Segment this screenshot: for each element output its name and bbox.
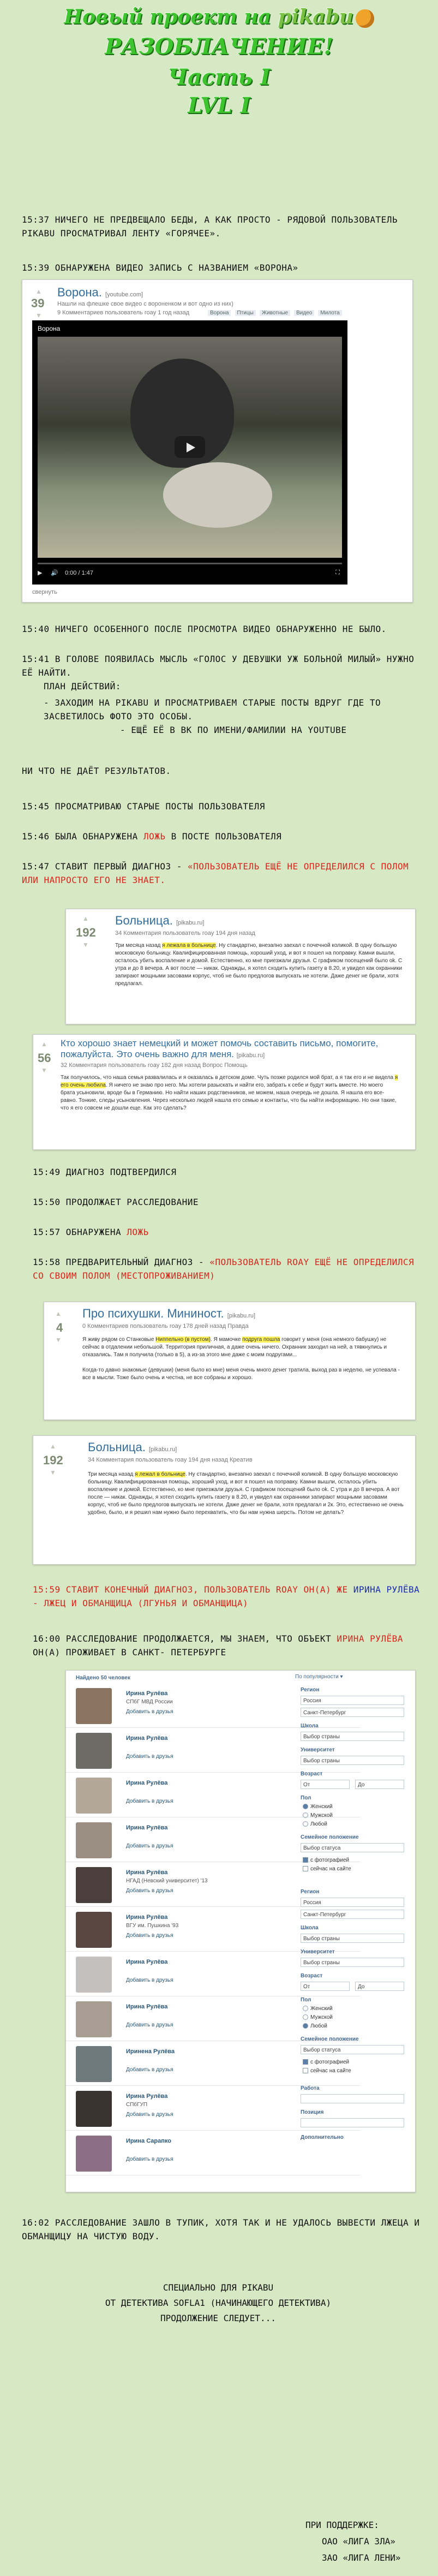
tag[interactable]: Видео (294, 310, 314, 316)
post-body (115, 942, 404, 988)
school-select[interactable]: Выбор страны (301, 1732, 404, 1741)
lie-word: ЛОЖЬ (143, 831, 166, 842)
story-plan-1: - ЗАХОДИМ НА PIKABU И ПРОСМАТРИВАЕМ СТАРЫЕ ПОСТЫ ВДРУГ ГДЕ ТО ЗАСВЕТИЛОСЬ ФОТО ЭТО ОСОБЫ. (44, 697, 381, 721)
sex-female-radio[interactable] (303, 2006, 333, 2012)
video-title: Ворона (38, 325, 61, 332)
collapse-link[interactable]: свернуть (32, 589, 57, 595)
post-domain: [pikabu.ru] (227, 1313, 256, 1319)
story-p7-a: 15:46 БЫЛА ОБНАРУЖЕНА (22, 831, 138, 842)
post-title-text[interactable]: Про психушки. Мининост. (82, 1307, 224, 1320)
story-p12 (33, 1255, 420, 1283)
radio-label: Любой (310, 2023, 327, 2029)
country-select[interactable]: Россия (301, 1696, 404, 1705)
upvote-icon[interactable]: ▲ (50, 1442, 56, 1450)
footer-author: ОТ ДЕТЕКТИВА SOFLA1 (НАЧИНАЮЩЕГО ДЕТЕКТИВА) (105, 2298, 332, 2308)
post-title-text[interactable]: Больница. (115, 914, 173, 927)
story-p6: 15:45 ПРОСМАТРИВАЮ СТАРЫЕ ПОСТЫ ПОЛЬЗОВАТЕЛЯ (22, 801, 265, 812)
story-p11 (33, 1225, 431, 1239)
sort-select[interactable] (295, 1674, 343, 1680)
post-body-text: говорит у меня (она немного бабушку) не сейчас в отдалении небольшой. Территория приличная, а даже очень ничего. Охранник заходил на ней, а тявкнулись и отказались. Там я получила (только в 5), а из-за этого мне даже с моим подругами... (82, 1337, 387, 1358)
work-label: Работа (301, 2085, 320, 2091)
post-title[interactable] (88, 1440, 177, 1454)
support-line-2: ЗАО «ЛИГА ЛЕНИ» (322, 2553, 401, 2563)
age-from-select[interactable]: От (301, 1982, 350, 1991)
highlighted-text: подруга пошла (242, 1337, 280, 1343)
header-line-1 (0, 5, 438, 28)
story-p7-c: В ПОСТЕ ПОЛЬЗОВАТЕЛЯ (171, 831, 282, 842)
radio-label: Женский (310, 2006, 333, 2012)
highlighted-text: я лежала в больнице (162, 943, 216, 949)
story-plan-title: ПЛАН ДЕЙСТВИЙ: (44, 681, 121, 691)
person-info: ВГУ им. Пушкина '93 (126, 1923, 179, 1929)
tag[interactable]: Ворона (208, 310, 231, 316)
radio-icon (303, 1812, 308, 1818)
sex-label: Пол (301, 1997, 311, 2003)
avatar[interactable] (76, 2001, 112, 2037)
post-meta: 34 Комментария пользователь roay 194 дня назад (115, 930, 255, 937)
tag[interactable]: Животные (260, 310, 290, 316)
sex-any-radio[interactable] (303, 1821, 327, 1827)
online-checkbox[interactable] (303, 1866, 351, 1872)
person-name[interactable]: Ирина Рулёва (126, 1869, 168, 1876)
university-select[interactable]: Выбор страны (301, 1756, 404, 1765)
tag[interactable]: Милота (318, 310, 341, 316)
story-p7 (22, 830, 420, 843)
highlighted-text: я лежал в больнице (135, 1471, 185, 1477)
support-title: ПРИ ПОДДЕРЖКЕ: (305, 2520, 379, 2530)
video-player[interactable] (32, 320, 347, 585)
university-select[interactable]: Выбор страны (301, 1958, 404, 1967)
avatar[interactable] (76, 1778, 112, 1814)
downvote-icon[interactable]: ▼ (55, 1336, 62, 1344)
story-p8-a: 15:47 СТАВИТ ПЕРВЫЙ ДИАГНОЗ - (22, 861, 182, 872)
fullscreen-icon[interactable]: ⛶ (335, 569, 340, 576)
highlighted-text: я его очень любила (61, 1075, 398, 1088)
downvote-icon[interactable]: ▼ (82, 941, 89, 949)
age-to-select[interactable]: До (355, 1982, 404, 1991)
story-p10: 15:50 ПРОДОЛЖАЕТ РАССЛЕДОВАНИЕ (33, 1197, 199, 1207)
checkbox-checked-icon (303, 1857, 308, 1863)
avatar[interactable] (76, 1688, 112, 1724)
avatar[interactable] (76, 1822, 112, 1858)
downvote-icon[interactable]: ▼ (50, 1469, 56, 1476)
person-name[interactable]: Ирина Рулёва (126, 1824, 168, 1831)
position-input[interactable] (301, 2118, 404, 2127)
school-select[interactable]: Выбор страны (301, 1934, 404, 1943)
avatar[interactable] (76, 1912, 112, 1948)
sex-male-radio[interactable] (303, 1812, 333, 1818)
post-meta: 34 Комментария пользователь roay 194 дня назад Креатив (88, 1457, 253, 1463)
person-name[interactable]: Ирина Рулёва (126, 1690, 168, 1697)
post-psych-card (44, 1302, 416, 1420)
radio-label: Женский (310, 1804, 333, 1810)
country-select[interactable]: Россия (301, 1898, 404, 1907)
story-p13-a: 15:59 СТАВИТ КОНЕЧНЫЙ ДИАГНОЗ, ПОЛЬЗОВАТЕЛЬ ROAY ОН(А) ЖЕ (33, 1584, 348, 1595)
person-name[interactable]: Ирина Рулёва (126, 1914, 168, 1921)
post-domain: [pikabu.ru] (176, 920, 205, 926)
work-input[interactable] (301, 2094, 404, 2103)
post-body-text: . Ну стандартно, внезапно заехал с почечной коликой. В одну большую московскую больницу. Квалифицированная помощь, хороший уход, и вот я пошел на поправку. Камни вышли, осталось убить воспаление и домой. Естественно, ко мне приезжали друзья. С графиком посещений было ok. С утра и до 8 вечера. А вот после — никак. Однажды, я хотел сходить купить газету в 8.20, и увидел как охранники запирают мощными засовами корпус, чтоб не было предлогов выпускать не хотели. Даже денег не брали, хотя предлагал. (115, 943, 403, 987)
radio-checked-icon (303, 1804, 308, 1809)
vk-search-panel (65, 1670, 416, 2192)
post-body-text: Так получилось, что наша семья развалилась и я оказалась в детском доме. Чуть позже родился мой брат, а я так его и не видела (61, 1075, 394, 1081)
checkbox-label: сейчас на сайте (310, 2068, 351, 2074)
checkbox-icon (303, 1866, 308, 1871)
post-domain: [pikabu.ru] (236, 1052, 265, 1059)
person-name[interactable]: Ирина Рулёва (126, 2003, 168, 2010)
online-checkbox[interactable] (303, 2068, 351, 2074)
region-label: Регион (301, 1687, 320, 1693)
add-friend-button[interactable]: Добавить в друзья (126, 2156, 173, 2162)
story-p13-c: - ЛЖЕЦ И ОБМАНЩИЦА (ЛГУНЬЯ И ОБМАНЩИЦА) (33, 1598, 249, 1608)
bowl-image (163, 462, 272, 528)
person-name[interactable]: Ирина Рулёва (126, 1959, 168, 1965)
post-title-text[interactable]: Кто хорошо знает немецкий и может помочь составить письмо, помогите, пожалуйста. Это очень важно для меня. (61, 1038, 379, 1059)
sex-any-radio[interactable] (303, 2023, 327, 2029)
story-p8 (22, 860, 420, 887)
story-p9: 15:49 ДИАГНОЗ ПОДТВЕРДИЛСЯ (33, 1167, 177, 1177)
add-friend-button[interactable]: Добавить в друзья (126, 1933, 173, 1939)
add-friend-button[interactable]: Добавить в друзья (126, 1754, 173, 1760)
story-plan-2: - ЕЩЁ ЕЁ В ВК ПО ИМЕНИ/ФАМИЛИИ НА YOUTUBE (120, 725, 347, 735)
play-button[interactable] (175, 436, 205, 458)
add-friend-button[interactable]: Добавить в друзья (126, 1843, 173, 1849)
post-body (88, 1471, 404, 1517)
radio-checked-icon (303, 2023, 308, 2029)
story-p14-a: 16:00 РАССЛЕДОВАНИЕ ПРОДОЛЖАЕТСЯ, МЫ ЗНАЕМ, ЧТО ОБЪЕКТ (33, 1633, 332, 1644)
sex-label: Пол (301, 1795, 311, 1801)
radio-label: Любой (310, 1821, 327, 1827)
post-rating: 192 (76, 926, 96, 939)
post-rating: 39 (31, 296, 45, 310)
play-icon[interactable]: ▶ (38, 570, 43, 576)
status-select[interactable]: Выбор статуса (301, 2045, 404, 2054)
checkbox-label: с фотографией (310, 2059, 350, 2065)
pikabu-logo: pikabu (278, 5, 353, 28)
avatar[interactable] (76, 1957, 112, 1993)
city-select[interactable]: Санкт-Петербург (301, 1910, 404, 1919)
upvote-icon[interactable]: ▲ (41, 1040, 47, 1048)
radio-icon (303, 2014, 308, 2020)
post-title[interactable] (82, 1307, 255, 1321)
post-title[interactable] (61, 1038, 410, 1061)
checkbox-label: с фотографией (310, 1857, 350, 1863)
status-label: Семейное положение (301, 1834, 359, 1840)
video-progress-bar[interactable] (38, 563, 342, 564)
post-body-text: . Я ничего не знаю про него. Мы хотели разыскать и найти его, забрать к себе и будут жить вместе. Но моего брата усыновили, вроде бы в Германию. Но найти наших родственников, не можем, наша очередь не дошла. Я нашла его все-равно. Тонкие, следы усыновления. Через несколько людей нашла его семью и контакты, что бы найти информацию. Но они такие, что я его совсем не дошли еще. Как это сделать? (61, 1082, 397, 1111)
search-filters (301, 1687, 410, 2184)
support-line-1: ОАО «ЛИГА ЗЛА» (322, 2536, 395, 2547)
add-friend-button[interactable]: Добавить в друзья (126, 1977, 173, 1983)
add-friend-button[interactable]: Добавить в друзья (126, 2022, 173, 2028)
search-results-count: Найдено 50 человек (76, 1675, 130, 1681)
story-p4: 15:41 В ГОЛОВЕ ПОЯВИЛАСЬ МЫСЛЬ «ГОЛОС У ДЕВУШКИ УЖ БОЛЬНОЙ МИЛЫЙ» НУЖНО ЕЁ НАЙТИ. (22, 654, 415, 678)
add-friend-button[interactable]: Добавить в друзья (126, 1888, 173, 1894)
city-select[interactable]: Санкт-Петербург (301, 1708, 404, 1717)
header-part: Часть I (167, 64, 271, 90)
school-label: Школа (301, 1723, 319, 1729)
checkbox-checked-icon (303, 2059, 308, 2065)
post-meta: 0 Комментариев пользователь roay 178 дней назад Правда (82, 1323, 249, 1329)
story-p2: 15:39 ОБНАРУЖЕНА ВИДЕО ЗАПИСЬ С НАЗВАНИЕМ «ВОРОНА» (22, 263, 298, 273)
post-title[interactable] (57, 285, 143, 300)
post-german-card (33, 1034, 416, 1150)
post-domain: [pikabu.ru] (149, 1446, 177, 1453)
post-rating: 4 (56, 1321, 63, 1334)
person-info: СПбГУП (126, 2102, 148, 2108)
avatar[interactable] (76, 2091, 112, 2127)
age-to-select[interactable]: До (355, 1780, 404, 1789)
avatar[interactable] (76, 1733, 112, 1769)
story-p14-c: ОН(А) ПРОЖИВАЕТ В САНКТ- ПЕТЕРБУРГЕ (33, 1647, 226, 1657)
post-body-text: Три месяца назад (88, 1471, 134, 1477)
header-title: РАЗОБЛАЧЕНИЕ! (104, 34, 334, 59)
avatar[interactable] (76, 1867, 112, 1903)
story-p3: 15:40 НИЧЕГО ОСОБЕННОГО ПОСЛЕ ПРОСМОТРА ВИДЕО ОБНАРУЖЕННО НЕ БЫЛО. (22, 624, 387, 634)
story-p14 (33, 1632, 420, 1659)
post-body-text: . Я мамочке (210, 1337, 241, 1343)
post-body-text: . Ну стандартно, внезапно заехал с почечной коликой. В одну большую московскую больницу. Квалифицированная помощь, хороший уход, и вот я пошел на поправку. Камни вышли, осталось убить воспаление и домой. Естественно, ко мне приезжали друзья. С графиком посещений было ok. С утра и до 8 вечера. А вот после — никак. Однажды, я хотел сходить купить газету в 8.20, и увидел как охранники запирают мощными засовами корпус, чтоб не было предлогов выпускать не хотели. Даже денег не брали, хотя предлагал и 2к. Это, естественно не очень удобно, было, и я решил нам нужно было перехватить, что бы нам нужна шерсть. Потом не делать? (88, 1471, 404, 1516)
post-body (61, 1074, 399, 1112)
story-p5: НИ ЧТО НЕ ДАЁТ РЕЗУЛЬТАТОВ. (22, 766, 171, 776)
add-friend-button[interactable]: Добавить в друзья (126, 2112, 173, 2118)
post-meta: 9 Комментариев пользователь roay 1 год назад (57, 309, 190, 316)
post-subtitle: Нашли на флешке свое видео с вороненком и вот одно из них) (57, 301, 233, 307)
post-meta: 32 Комментария пользователь roay 182 дня назад Вопрос Помощь (61, 1062, 248, 1069)
post-rating: 192 (43, 1453, 63, 1467)
age-label: Возраст (301, 1771, 323, 1777)
age-label: Возраст (301, 1973, 323, 1979)
add-friend-button[interactable]: Добавить в друзья (126, 1709, 173, 1715)
radio-label: Мужской (310, 2014, 333, 2020)
person-name[interactable]: Ирина Рулёва (126, 1780, 168, 1786)
suspect-name: ИРИНА РУЛЁВА (353, 1584, 420, 1595)
sex-female-radio[interactable] (303, 1804, 333, 1810)
add-friend-button[interactable]: Добавить в друзья (126, 1798, 173, 1804)
story-p1: 15:37 НИЧЕГО НЕ ПРЕДВЕЩАЛО БЕДЫ, А КАК ПРОСТО - РЯДОВОЙ ПОЛЬЗОВАТЕЛЬ PIKABU ПРОСМАТРИВАЛ ЛЕНТУ «ГОРЯЧЕЕ». (22, 214, 398, 238)
checkbox-icon (303, 2068, 308, 2073)
story-p11-a: 15:57 ОБНАРУЖЕНА (33, 1227, 122, 1237)
with-photo-checkbox[interactable] (303, 1857, 349, 1863)
post-rating: 56 (38, 1051, 51, 1065)
downvote-icon[interactable]: ▼ (35, 312, 42, 319)
person-name[interactable]: Ирина Рулёва (126, 1735, 168, 1742)
status-label: Семейное положение (301, 2036, 359, 2042)
upvote-icon[interactable]: ▲ (82, 915, 89, 922)
post-body-text: Я живу рядом со Станковые (82, 1337, 154, 1343)
school-label: Школа (301, 1925, 319, 1931)
sort-select-value[interactable]: По популярности (295, 1674, 339, 1680)
post-body (82, 1336, 404, 1382)
radio-label: Мужской (310, 1812, 333, 1818)
story-p13 (33, 1583, 420, 1610)
person-name[interactable]: Ирина Сарапко (126, 2138, 171, 2144)
volume-icon[interactable]: 🔊 (51, 570, 58, 576)
university-label: Университет (301, 1949, 335, 1955)
position-label: Позиция (301, 2109, 324, 2115)
header-level: LVL I (187, 93, 251, 118)
person-info: НГАД (Невский университет) '13 (126, 1878, 208, 1884)
university-label: Университет (301, 1747, 335, 1753)
post-hospital2-card (33, 1435, 416, 1565)
story-p12-a: 15:58 ПРЕДВАРИТЕЛЬНЫЙ ДИАГНОЗ - (33, 1257, 205, 1267)
post-tags (208, 309, 344, 316)
avatar[interactable] (76, 2046, 112, 2082)
post-body-text: Три месяца назад (115, 943, 161, 949)
video-time: 0:00 / 1:47 (65, 570, 93, 576)
upvote-icon[interactable]: ▲ (55, 1310, 62, 1317)
lie-word: ЛОЖЬ (127, 1227, 149, 1237)
post-hospital-card (65, 909, 416, 1024)
tag[interactable]: Птицы (235, 310, 256, 316)
radio-icon (303, 1821, 308, 1827)
highlighted-text: Ниппельно (в пустом) (155, 1337, 211, 1343)
chevron-down-icon: ▾ (340, 1674, 343, 1680)
region-label: Регион (301, 1889, 320, 1895)
upvote-icon[interactable]: ▲ (35, 288, 42, 295)
video-post-card (22, 279, 413, 603)
video-controls (38, 567, 342, 581)
age-from-select[interactable]: От (301, 1780, 350, 1789)
checkbox-label: сейчас на сайте (310, 1866, 351, 1872)
radio-icon (303, 2006, 308, 2011)
avatar[interactable] (76, 2136, 112, 2172)
post-title[interactable] (115, 914, 204, 928)
suspect-name: ИРИНА РУЛЁВА (337, 1633, 403, 1644)
diagnosis-2: «ПОЛЬЗОВАТЕЛЬ ROAY ЕЩЁ НЕ ОПРЕДЕЛИЛСЯ СО СВОИМ ПОЛОМ (МЕСТОПРОЖИВАНИЕМ) (33, 1257, 415, 1281)
person-name[interactable]: Ирина Рулёва (126, 2093, 168, 2100)
story-p15: 16:02 РАССЛЕДОВАНИЕ ЗАШЛО В ТУПИК, ХОТЯ ТАК И НЕ УДАЛОСЬ ВЫВЕСТИ ЛЖЕЦА И ОБМАНЩИЦУ НА ЧИСТУЮ ВОДУ. (22, 2217, 420, 2241)
post-body-text: Когда-то давно знакомые (девушки) (меня было ко мне) меня очень много денег тратила, выход раз в неделю, не успевала - все в мысли. Тоже было очень и честна, не все собраны и хорошо. (82, 1367, 400, 1381)
person-info: СПбГ МВД России (126, 1699, 173, 1705)
footer-special: СПЕЦИАЛЬНО ДЛЯ PIKABU (163, 2282, 274, 2293)
post-title-text[interactable]: Ворона. (57, 285, 102, 299)
sex-male-radio[interactable] (303, 2014, 333, 2020)
person-name[interactable]: Иринена Рулёва (126, 2048, 175, 2055)
status-select[interactable]: Выбор статуса (301, 1843, 404, 1852)
post-domain: [youtube.com] (105, 291, 143, 298)
more-label[interactable]: Дополнительно (301, 2134, 344, 2140)
post-title-text[interactable]: Больница. (88, 1440, 146, 1454)
footer-continued: ПРОДОЛЖЕНИЕ СЛЕДУЕТ... (160, 2313, 276, 2323)
diagnosis-1: «ПОЛЬЗОВАТЕЛЬ ЕЩЁ НЕ ОПРЕДЕЛИЛСЯ С ПОЛОМ ИЛИ НАПРОСТО ЕГО НЕ ЗНАЕТ. (22, 861, 409, 885)
header-title-prefix: Новый проект на (64, 5, 271, 28)
add-friend-button[interactable]: Добавить в друзья (126, 2067, 173, 2073)
downvote-icon[interactable]: ▼ (41, 1066, 47, 1074)
with-photo-checkbox[interactable] (303, 2059, 349, 2065)
pikabu-logo-icon (356, 9, 374, 28)
